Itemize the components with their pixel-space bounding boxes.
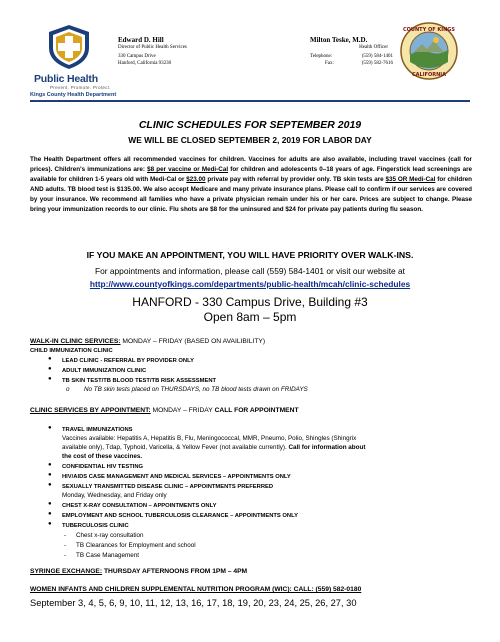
bullet-icon: ● <box>48 521 52 527</box>
header-divider <box>30 100 470 102</box>
bullet-icon: ● <box>48 482 52 488</box>
tb-item-xray: Chest x-ray consultation <box>76 532 144 539</box>
appt-item-xray: CHEST X-RAY CONSULTATION – APPOINTMENTS ONLY <box>62 503 217 509</box>
walkin-heading-label: WALK-IN CLINIC SERVICES: <box>30 338 121 345</box>
intro-price-1: $8 per vaccine or Medi-Cal <box>147 165 229 173</box>
intro-text-2: for children and adolescents 0–18 years of age. Fingerstick lead screenings are available for children 1-5 years old with Medi-Cal or <box>30 165 473 183</box>
appointment-heading <box>30 407 299 414</box>
intro-paragraph <box>30 155 472 214</box>
appointment-heading-label: CLINIC SERVICES BY APPOINTMENT: <box>30 407 151 414</box>
travel-description-2 <box>62 443 365 452</box>
telephone-label: Telephone: <box>310 54 333 59</box>
telephone-number: (559) 584-1401 <box>361 54 393 59</box>
bullet-icon: ● <box>48 425 52 431</box>
walkin-item-adult: ADULT IMMUNIZATION CLINIC <box>62 368 147 374</box>
intro-price-3: $35 OR Medi-Cal <box>385 175 436 183</box>
appt-item-tb-clinic: TUBERCULOSIS CLINIC <box>62 523 129 529</box>
bullet-icon: ● <box>48 511 52 517</box>
bullet-icon: ● <box>48 462 52 468</box>
health-officer-title: Health Officer <box>359 45 388 50</box>
department-name: Kings County Health Department <box>30 92 117 98</box>
page-title: CLINIC SCHEDULES FOR SEPTEMBER 2019 <box>138 119 362 131</box>
svg-text:CALIFORNIA: CALIFORNIA <box>411 72 447 78</box>
wic-dates: September 3, 4, 5, 6, 9, 10, 11, 12, 13, 16, 17, 18, 19, 20, 23, 24, 25, 26, 27, 30 <box>30 598 357 608</box>
fax-number: (559) 582-7616 <box>361 61 393 66</box>
appt-item-hiv-testing: CONFIDENTIAL HIV TESTING <box>62 464 144 470</box>
appointment-days: MONDAY – FRIDAY <box>152 407 213 414</box>
wic-heading <box>30 586 361 593</box>
appt-item-employment: EMPLOYMENT AND SCHOOL TUBERCULOSIS CLEARANCE – APPOINTMENTS ONLY <box>62 513 298 519</box>
intro-price-2: $23.00 <box>186 175 206 183</box>
svg-text:COUNTY OF KINGS: COUNTY OF KINGS <box>403 27 455 33</box>
public-health-tagline: Prevent. Promote. Protect. <box>50 85 111 90</box>
dash-icon: - <box>64 552 67 559</box>
appt-item-hiv-case: HIV/AIDS CASE MANAGEMENT AND MEDICAL SERVICES – APPOINTMENTS ONLY <box>62 474 291 480</box>
walkin-tb-note: No TB skin tests placed on THURSDAYS, no TB blood tests drawn on FRIDAYS <box>84 386 308 393</box>
walkin-item-tb: TB SKIN TEST/TB BLOOD TEST/TB RISK ASSESSMENT <box>62 378 217 384</box>
fax-label: Fax: <box>325 61 334 66</box>
std-days: Monday, Wednesday, and Friday only <box>62 492 167 499</box>
health-officer-name: Milton Teske, M.D. <box>310 36 368 44</box>
appt-item-std: SEXUALLY TRANSMITTED DISEASE CLINIC – APPOINTMENTS PREFERRED <box>62 484 274 490</box>
appt-item-travel: TRAVEL IMMUNIZATIONS <box>62 427 133 433</box>
appointment-call: CALL FOR APPOINTMENT <box>214 407 299 414</box>
county-seal-icon <box>400 22 458 80</box>
director-block <box>118 36 187 67</box>
bullet-icon: ● <box>48 356 52 362</box>
wic-label: WOMEN INFANTS AND CHILDREN SUPPLEMENTAL NUTRITION PROGRAM (WIC): CALL: (559) 582-0180 <box>30 586 362 593</box>
intro-text-4: for children AND adults. TB blood test is $135.00. We also accept Medicare and many private insurance plans. Please call to confirm if our services are covered by your insurance. We recommend all families who have a private physician remain under his or her care. Prices are subject to change. Please bring your immunization records to our clinic. Flu shots are $8 for the uninsured and $24 for private pay patients during flu season. <box>30 175 473 213</box>
dash-icon: - <box>64 542 67 549</box>
location-address: HANFORD - 330 Campus Drive, Building #3 <box>132 295 368 309</box>
address-line-2: Hanford, California 93230 <box>118 61 172 66</box>
director-name: Edward D. Hill <box>118 36 164 44</box>
location-hours: Open 8am – 5pm <box>203 310 297 324</box>
appointment-info: For appointments and information, please call (559) 584-1401 or visit our website at <box>94 266 406 276</box>
bullet-icon: ● <box>48 501 52 507</box>
travel-description-3: the cost of these vaccines. <box>62 453 143 460</box>
health-officer-block <box>310 36 390 51</box>
syringe-exchange <box>30 568 247 575</box>
walkin-item-lead: LEAD CLINIC - REFERRAL BY PROVIDER ONLY <box>62 358 194 364</box>
closure-notice: WE WILL BE CLOSED SEPTEMBER 2, 2019 FOR LABOR DAY <box>128 135 372 145</box>
intro-text-1: The Health Department offers all recommended vaccines for children. Vaccines for adults are also available, including travel vaccines (call for prices). Children's immunizations are: <box>30 156 472 173</box>
walkin-heading <box>30 338 265 345</box>
walkin-days: MONDAY – FRIDAY (BASED ON AVAILIBILITY) <box>122 338 266 345</box>
priority-notice: IF YOU MAKE AN APPOINTMENT, YOU WILL HAVE PRIORITY OVER WALK-INS. <box>86 250 414 260</box>
bullet-icon: ● <box>48 376 52 382</box>
tb-item-clearances: TB Clearances for Employment and school <box>76 542 196 549</box>
child-immunization-clinic: CHILD IMMUNIZATION CLINIC <box>30 348 113 354</box>
public-health-wordmark: Public Health <box>34 73 98 85</box>
travel-description-1: Vaccines available: Hepatitis A, Hepatitis B, Flu, Meningococcal, MMR, Pneumo, Polio, Shingles (Shingrix <box>62 435 357 442</box>
clinic-schedule-link[interactable]: http://www.countyofkings.com/departments/public-health/mcah/clinic-schedules <box>89 279 411 289</box>
travel-description-2a: available only), Tdap, Typhoid, Varicella, & Yellow Fever (not available currently). <box>62 444 287 451</box>
director-title: Director of Public Health Services <box>118 45 187 50</box>
bullet-icon: ● <box>48 366 52 372</box>
intro-text-3: private pay with referral by provider only. TB skin tests are <box>207 175 384 183</box>
syringe-text: THURSDAY AFTERNOONS FROM 1PM – 4PM <box>103 568 248 575</box>
public-health-logo-icon <box>44 22 94 72</box>
bullet-icon: ● <box>48 472 52 478</box>
tb-item-case-management: TB Case Management <box>76 552 139 559</box>
travel-description-2b: Call for information about <box>288 444 366 451</box>
contact-numbers <box>340 53 393 67</box>
address-line-1: 330 Campus Drive <box>118 54 156 59</box>
syringe-label: SYRINGE EXCHANGE: <box>30 568 103 575</box>
dash-icon: - <box>64 532 67 539</box>
hollow-bullet-icon: o <box>66 386 70 393</box>
